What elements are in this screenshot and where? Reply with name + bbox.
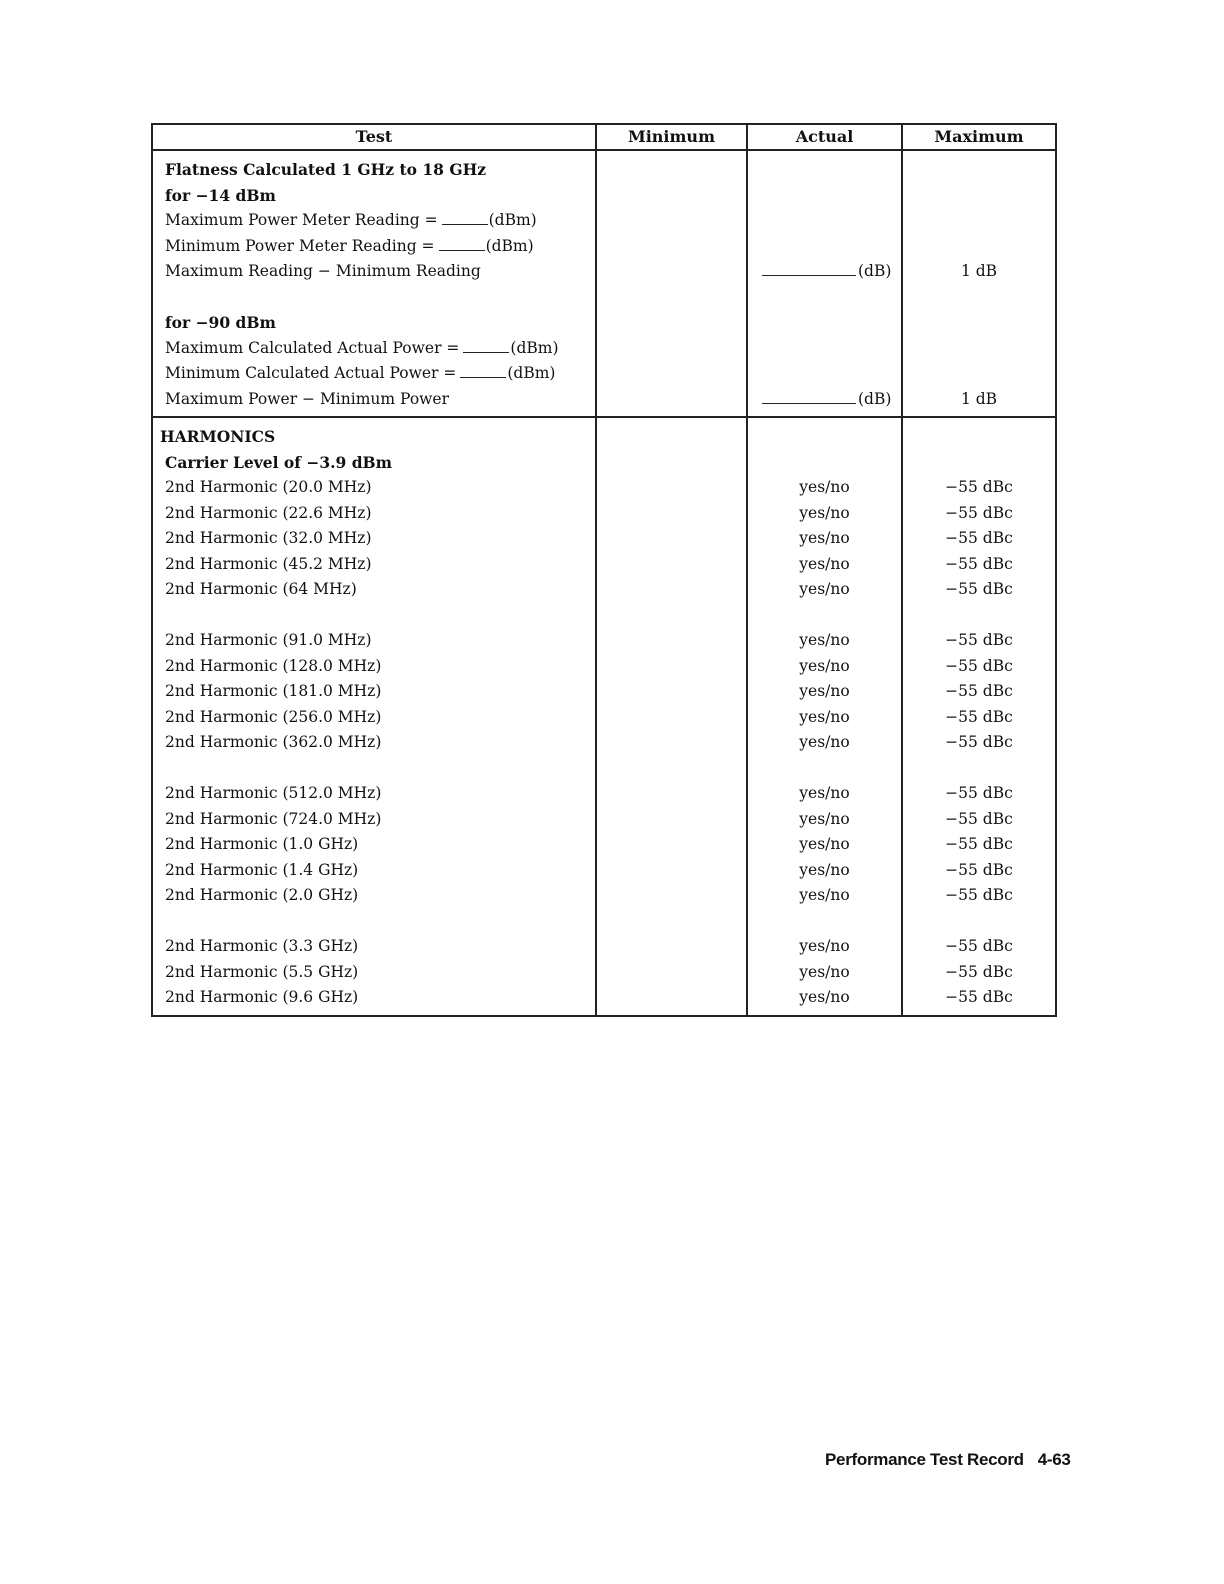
harmonic-test-label: 2nd Harmonic (20.0 MHz) xyxy=(165,478,372,496)
harmonic-max-limit: −55 dBc xyxy=(945,860,1013,879)
spacer xyxy=(153,756,595,782)
harmonic-actual-yes-no[interactable]: yes/no xyxy=(799,631,850,649)
power-difference-actual xyxy=(748,387,901,413)
header-minimum: Minimum xyxy=(595,125,746,149)
harmonic-actual-yes-no[interactable]: yes/no xyxy=(799,733,850,751)
flatness-actual-column xyxy=(746,151,901,416)
min-meter-reading-row xyxy=(153,234,595,260)
power-difference-label: Maximum Power − Minimum Power xyxy=(165,389,449,408)
harmonics-minimum-column xyxy=(595,418,746,1015)
harmonic-test-label: 2nd Harmonic (64 MHz) xyxy=(165,580,357,598)
header-maximum: Maximum xyxy=(901,125,1055,149)
table-header xyxy=(153,125,1055,151)
harmonic-max-limit: −55 dBc xyxy=(945,554,1013,573)
flatness-sub-minus90: for −90 dBm xyxy=(165,313,276,332)
harmonic-actual-yes-no[interactable]: yes/no xyxy=(799,503,850,522)
harmonic-actual-yes-no[interactable]: yes/no xyxy=(799,860,850,879)
min-meter-reading-label: Minimum Power Meter Reading = xyxy=(165,236,435,255)
harmonic-max-limit: −55 dBc xyxy=(945,937,1013,955)
harmonic-max-limit: −55 dBc xyxy=(945,682,1013,700)
footer-title: Performance Test Record xyxy=(825,1450,1024,1469)
flatness-maximum-column xyxy=(901,151,1055,416)
flatness-section xyxy=(153,151,1055,416)
harmonic-test-label: 2nd Harmonic (3.3 GHz) xyxy=(165,937,359,955)
test-record-table xyxy=(151,123,1057,1017)
harmonic-actual-yes-no[interactable]: yes/no xyxy=(799,835,850,853)
harmonics-maximum-column xyxy=(901,418,1055,1015)
harmonic-test-label: 2nd Harmonic (45.2 MHz) xyxy=(165,554,372,573)
spacer xyxy=(748,603,901,629)
harmonic-max-limit: −55 dBc xyxy=(945,733,1013,751)
harmonics-test-column xyxy=(153,418,595,1015)
header-actual: Actual xyxy=(746,125,901,149)
harmonic-actual-yes-no[interactable]: yes/no xyxy=(799,529,850,547)
max-calc-power-row xyxy=(153,336,595,362)
max-calc-power-label: Maximum Calculated Actual Power = xyxy=(165,338,460,357)
harmonic-max-limit: −55 dBc xyxy=(945,707,1013,726)
harmonic-test-label: 2nd Harmonic (724.0 MHz) xyxy=(165,809,382,828)
spacer xyxy=(153,909,595,935)
harmonic-actual-yes-no[interactable]: yes/no xyxy=(799,707,850,726)
harmonic-test-label: 2nd Harmonic (362.0 MHz) xyxy=(165,733,382,751)
harmonic-test-label: 2nd Harmonic (1.0 GHz) xyxy=(165,835,359,853)
spacer xyxy=(748,909,901,935)
dbm-unit: (dBm) xyxy=(507,364,556,382)
harmonic-test-label: 2nd Harmonic (5.5 GHz) xyxy=(165,962,359,981)
harmonic-actual-yes-no[interactable]: yes/no xyxy=(799,682,850,700)
page-number: 4-63 xyxy=(1037,1450,1071,1469)
harmonic-max-limit: −55 dBc xyxy=(945,478,1013,496)
spacer xyxy=(903,603,1055,629)
db-unit: (dB) xyxy=(858,262,892,280)
header-test: Test xyxy=(355,127,393,146)
harmonics-actual-column xyxy=(746,418,901,1015)
spacer xyxy=(903,756,1055,782)
harmonic-max-limit: −55 dBc xyxy=(945,529,1013,547)
harmonic-max-limit: −55 dBc xyxy=(945,835,1013,853)
harmonic-max-limit: −55 dBc xyxy=(945,503,1013,522)
harmonic-max-limit: −55 dBc xyxy=(945,656,1013,675)
harmonics-section xyxy=(153,416,1055,1015)
harmonic-test-label: 2nd Harmonic (512.0 MHz) xyxy=(165,784,382,802)
max-meter-reading-row xyxy=(153,208,595,234)
page-footer xyxy=(825,1450,1071,1470)
harmonic-actual-yes-no[interactable]: yes/no xyxy=(799,809,850,828)
dbm-unit: (dBm) xyxy=(485,236,534,255)
harmonic-actual-yes-no[interactable]: yes/no xyxy=(799,937,850,955)
harmonic-max-limit: −55 dBc xyxy=(945,784,1013,802)
max-meter-reading-blank[interactable] xyxy=(442,208,488,225)
harmonic-actual-yes-no[interactable]: yes/no xyxy=(799,656,850,675)
max-calc-power-blank[interactable] xyxy=(463,336,509,353)
harmonic-test-label: 2nd Harmonic (91.0 MHz) xyxy=(165,631,372,649)
harmonic-actual-yes-no[interactable]: yes/no xyxy=(799,478,850,496)
spacer xyxy=(748,756,901,782)
db-unit: (dB) xyxy=(858,389,892,408)
carrier-level: Carrier Level of −3.9 dBm xyxy=(165,452,393,472)
min-calc-power-row xyxy=(153,361,595,387)
min-calc-power-blank[interactable] xyxy=(460,361,506,378)
power-difference-blank[interactable] xyxy=(762,387,856,404)
min-calc-power-label: Minimum Calculated Actual Power = xyxy=(165,364,457,382)
harmonic-test-label: 2nd Harmonic (22.6 MHz) xyxy=(165,503,372,522)
reading-difference-label: Maximum Reading − Minimum Reading xyxy=(165,262,481,280)
harmonic-test-label: 2nd Harmonic (2.0 GHz) xyxy=(165,886,359,904)
harmonic-max-limit: −55 dBc xyxy=(945,631,1013,649)
harmonics-title: HARMONICS xyxy=(160,427,276,446)
reading-difference-blank[interactable] xyxy=(762,259,856,276)
flatness-title: Flatness Calculated 1 GHz to 18 GHz xyxy=(165,160,487,179)
harmonic-test-label: 2nd Harmonic (32.0 MHz) xyxy=(165,529,372,547)
min-meter-reading-blank[interactable] xyxy=(439,234,485,251)
spacer xyxy=(903,909,1055,935)
flatness-test-column xyxy=(153,151,595,416)
flatness-sub-minus14: for −14 dBm xyxy=(165,185,276,205)
harmonic-actual-yes-no[interactable]: yes/no xyxy=(799,886,850,904)
flatness-minimum-column xyxy=(595,151,746,416)
harmonic-test-label: 2nd Harmonic (1.4 GHz) xyxy=(165,860,359,879)
harmonic-actual-yes-no[interactable]: yes/no xyxy=(799,580,850,598)
power-difference-max: 1 dB xyxy=(960,389,998,408)
harmonic-max-limit: −55 dBc xyxy=(945,580,1013,598)
harmonic-actual-yes-no[interactable]: yes/no xyxy=(799,784,850,802)
harmonic-max-limit: −55 dBc xyxy=(945,962,1013,981)
harmonic-test-label: 2nd Harmonic (128.0 MHz) xyxy=(165,656,382,675)
harmonic-actual-yes-no[interactable]: yes/no xyxy=(799,554,850,573)
harmonic-actual-yes-no[interactable]: yes/no xyxy=(799,988,850,1006)
harmonic-max-limit: −55 dBc xyxy=(945,809,1013,828)
max-meter-reading-label: Maximum Power Meter Reading = xyxy=(165,211,438,229)
harmonic-test-label: 2nd Harmonic (181.0 MHz) xyxy=(165,682,382,700)
spacer xyxy=(153,603,595,629)
reading-difference-actual xyxy=(748,259,901,285)
harmonic-max-limit: −55 dBc xyxy=(945,988,1013,1006)
dbm-unit: (dBm) xyxy=(510,338,559,357)
harmonic-max-limit: −55 dBc xyxy=(945,886,1013,904)
dbm-unit: (dBm) xyxy=(488,211,537,229)
spacer xyxy=(153,285,595,311)
harmonic-test-label: 2nd Harmonic (256.0 MHz) xyxy=(165,707,382,726)
harmonic-actual-yes-no[interactable]: yes/no xyxy=(799,962,850,981)
reading-difference-max: 1 dB xyxy=(960,262,998,280)
harmonic-test-label: 2nd Harmonic (9.6 GHz) xyxy=(165,988,359,1006)
